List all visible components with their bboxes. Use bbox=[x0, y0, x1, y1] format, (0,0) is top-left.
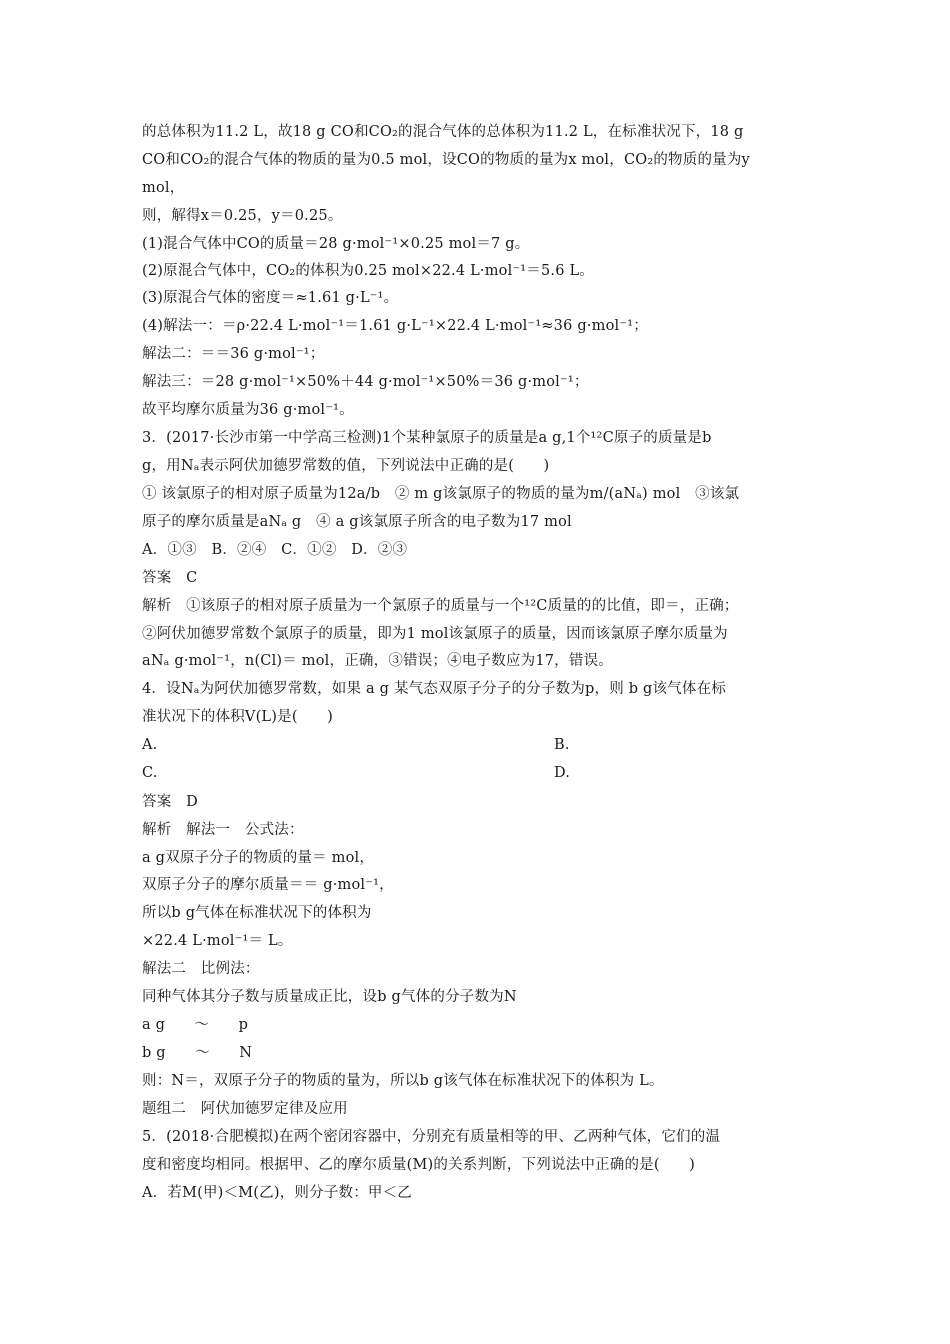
text-line: 解法三：＝28 g·mol⁻¹×50%＋44 g·mol⁻¹×50%＝36 g·mol⁻¹； bbox=[142, 374, 589, 390]
q4-option-a: A. bbox=[142, 737, 158, 753]
q4-options-row-1 bbox=[142, 736, 822, 754]
text-line: 则：N＝，双原子分子的物质的量为，所以b g该气体在标准状况下的体积为 L。 bbox=[142, 1073, 664, 1089]
text-line: 解法二：＝＝36 g·mol⁻¹； bbox=[142, 346, 325, 362]
text-line: 则，解得x＝0.25，y＝0.25。 bbox=[142, 208, 343, 224]
text-line: 4．设Nₐ为阿伏加德罗常数，如果 a g 某气态双原子分子的分子数为p，则 b g该气体在标 bbox=[142, 681, 727, 697]
q4-options-row-2 bbox=[142, 764, 822, 782]
text-line: 度和密度均相同。根据甲、乙的摩尔质量(M)的关系判断，下列说法中正确的是( ) bbox=[142, 1157, 695, 1173]
text-line: 准状况下的体积V(L)是( ) bbox=[142, 709, 333, 725]
text-line: A．若M(甲)＜M(乙)，则分子数：甲＜乙 bbox=[142, 1185, 412, 1201]
text-line: 答案 C bbox=[142, 570, 198, 586]
text-line: aNₐ g·mol⁻¹，n(Cl)＝ mol，正确，③错误；④电子数应为17，错误。 bbox=[142, 653, 613, 669]
text-line: ×22.4 L·mol⁻¹＝ L。 bbox=[142, 933, 293, 949]
text-line: a g双原子分子的物质的量＝ mol， bbox=[142, 850, 375, 866]
text-line: ②阿伏加德罗常数个氯原子的质量，即为1 mol该氯原子的质量，因而该氯原子摩尔质量为 bbox=[142, 626, 728, 642]
text-line: 3．(2017·长沙市第一中学高三检测)1个某种氯原子的质量是a g,1个¹²C原子的质量是b bbox=[142, 430, 712, 446]
text-line: 双原子分子的摩尔质量＝＝ g·mol⁻¹， bbox=[142, 877, 394, 893]
text-line: 故平均摩尔质量为36 g·mol⁻¹。 bbox=[142, 402, 354, 418]
text-line: 题组二 阿伏加德罗定律及应用 bbox=[142, 1101, 348, 1117]
q4-option-b: B. bbox=[554, 737, 570, 753]
text-line: 的总体积为11.2 L，故18 g CO和CO₂的混合气体的总体积为11.2 L，在标准状况下，18 g bbox=[142, 124, 744, 140]
text-line: 5．(2018·合肥模拟)在两个密闭容器中，分别充有质量相等的甲、乙两种气体，它们的温 bbox=[142, 1129, 721, 1145]
q4-option-c: C. bbox=[142, 765, 158, 781]
text-line: 解析 解法一 公式法： bbox=[142, 822, 304, 838]
text-line: a g ～ p bbox=[142, 1017, 249, 1033]
text-line: CO和CO₂的混合气体的物质的量为0.5 mol，设CO的物质的量为x mol，CO₂的物质的量为y bbox=[142, 152, 750, 168]
text-line: 同种气体其分子数与质量成正比，设b g气体的分子数为N bbox=[142, 989, 517, 1005]
text-line: b g ～ N bbox=[142, 1045, 253, 1061]
text-line: mol， bbox=[142, 180, 185, 196]
text-line: (4)解法一：＝ρ·22.4 L·mol⁻¹＝1.61 g·L⁻¹×22.4 L·mol⁻¹≈36 g·mol⁻¹； bbox=[142, 318, 648, 334]
text-line: 答案 D bbox=[142, 794, 198, 810]
text-line: (3)原混合气体的密度＝≈1.61 g·L⁻¹。 bbox=[142, 290, 399, 306]
text-line: A．①③ B．②④ C．①② D．②③ bbox=[142, 542, 408, 558]
text-line: g，用Nₐ表示阿伏加德罗常数的值，下列说法中正确的是( ) bbox=[142, 458, 550, 474]
text-line: (2)原混合气体中，CO₂的体积为0.25 mol×22.4 L·mol⁻¹＝5.6 L。 bbox=[142, 263, 595, 279]
text-line: 原子的摩尔质量是aNₐ g ④ a g该氯原子所含的电子数为17 mol bbox=[142, 514, 572, 530]
text-line: ① 该氯原子的相对原子质量为12a/b ② m g该氯原子的物质的量为m/(aNₐ) mol ③该氯 bbox=[142, 486, 740, 502]
text-line: (1)混合气体中CO的质量＝28 g·mol⁻¹×0.25 mol＝7 g。 bbox=[142, 236, 530, 252]
text-line: 解析 ①该原子的相对原子质量为一个氯原子的质量与一个¹²C质量的的比值，即＝，正确； bbox=[142, 598, 739, 614]
text-line: 所以b g气体在标准状况下的体积为 bbox=[142, 905, 372, 921]
text-line: 解法二 比例法： bbox=[142, 961, 260, 977]
q4-option-d: D. bbox=[554, 765, 571, 781]
